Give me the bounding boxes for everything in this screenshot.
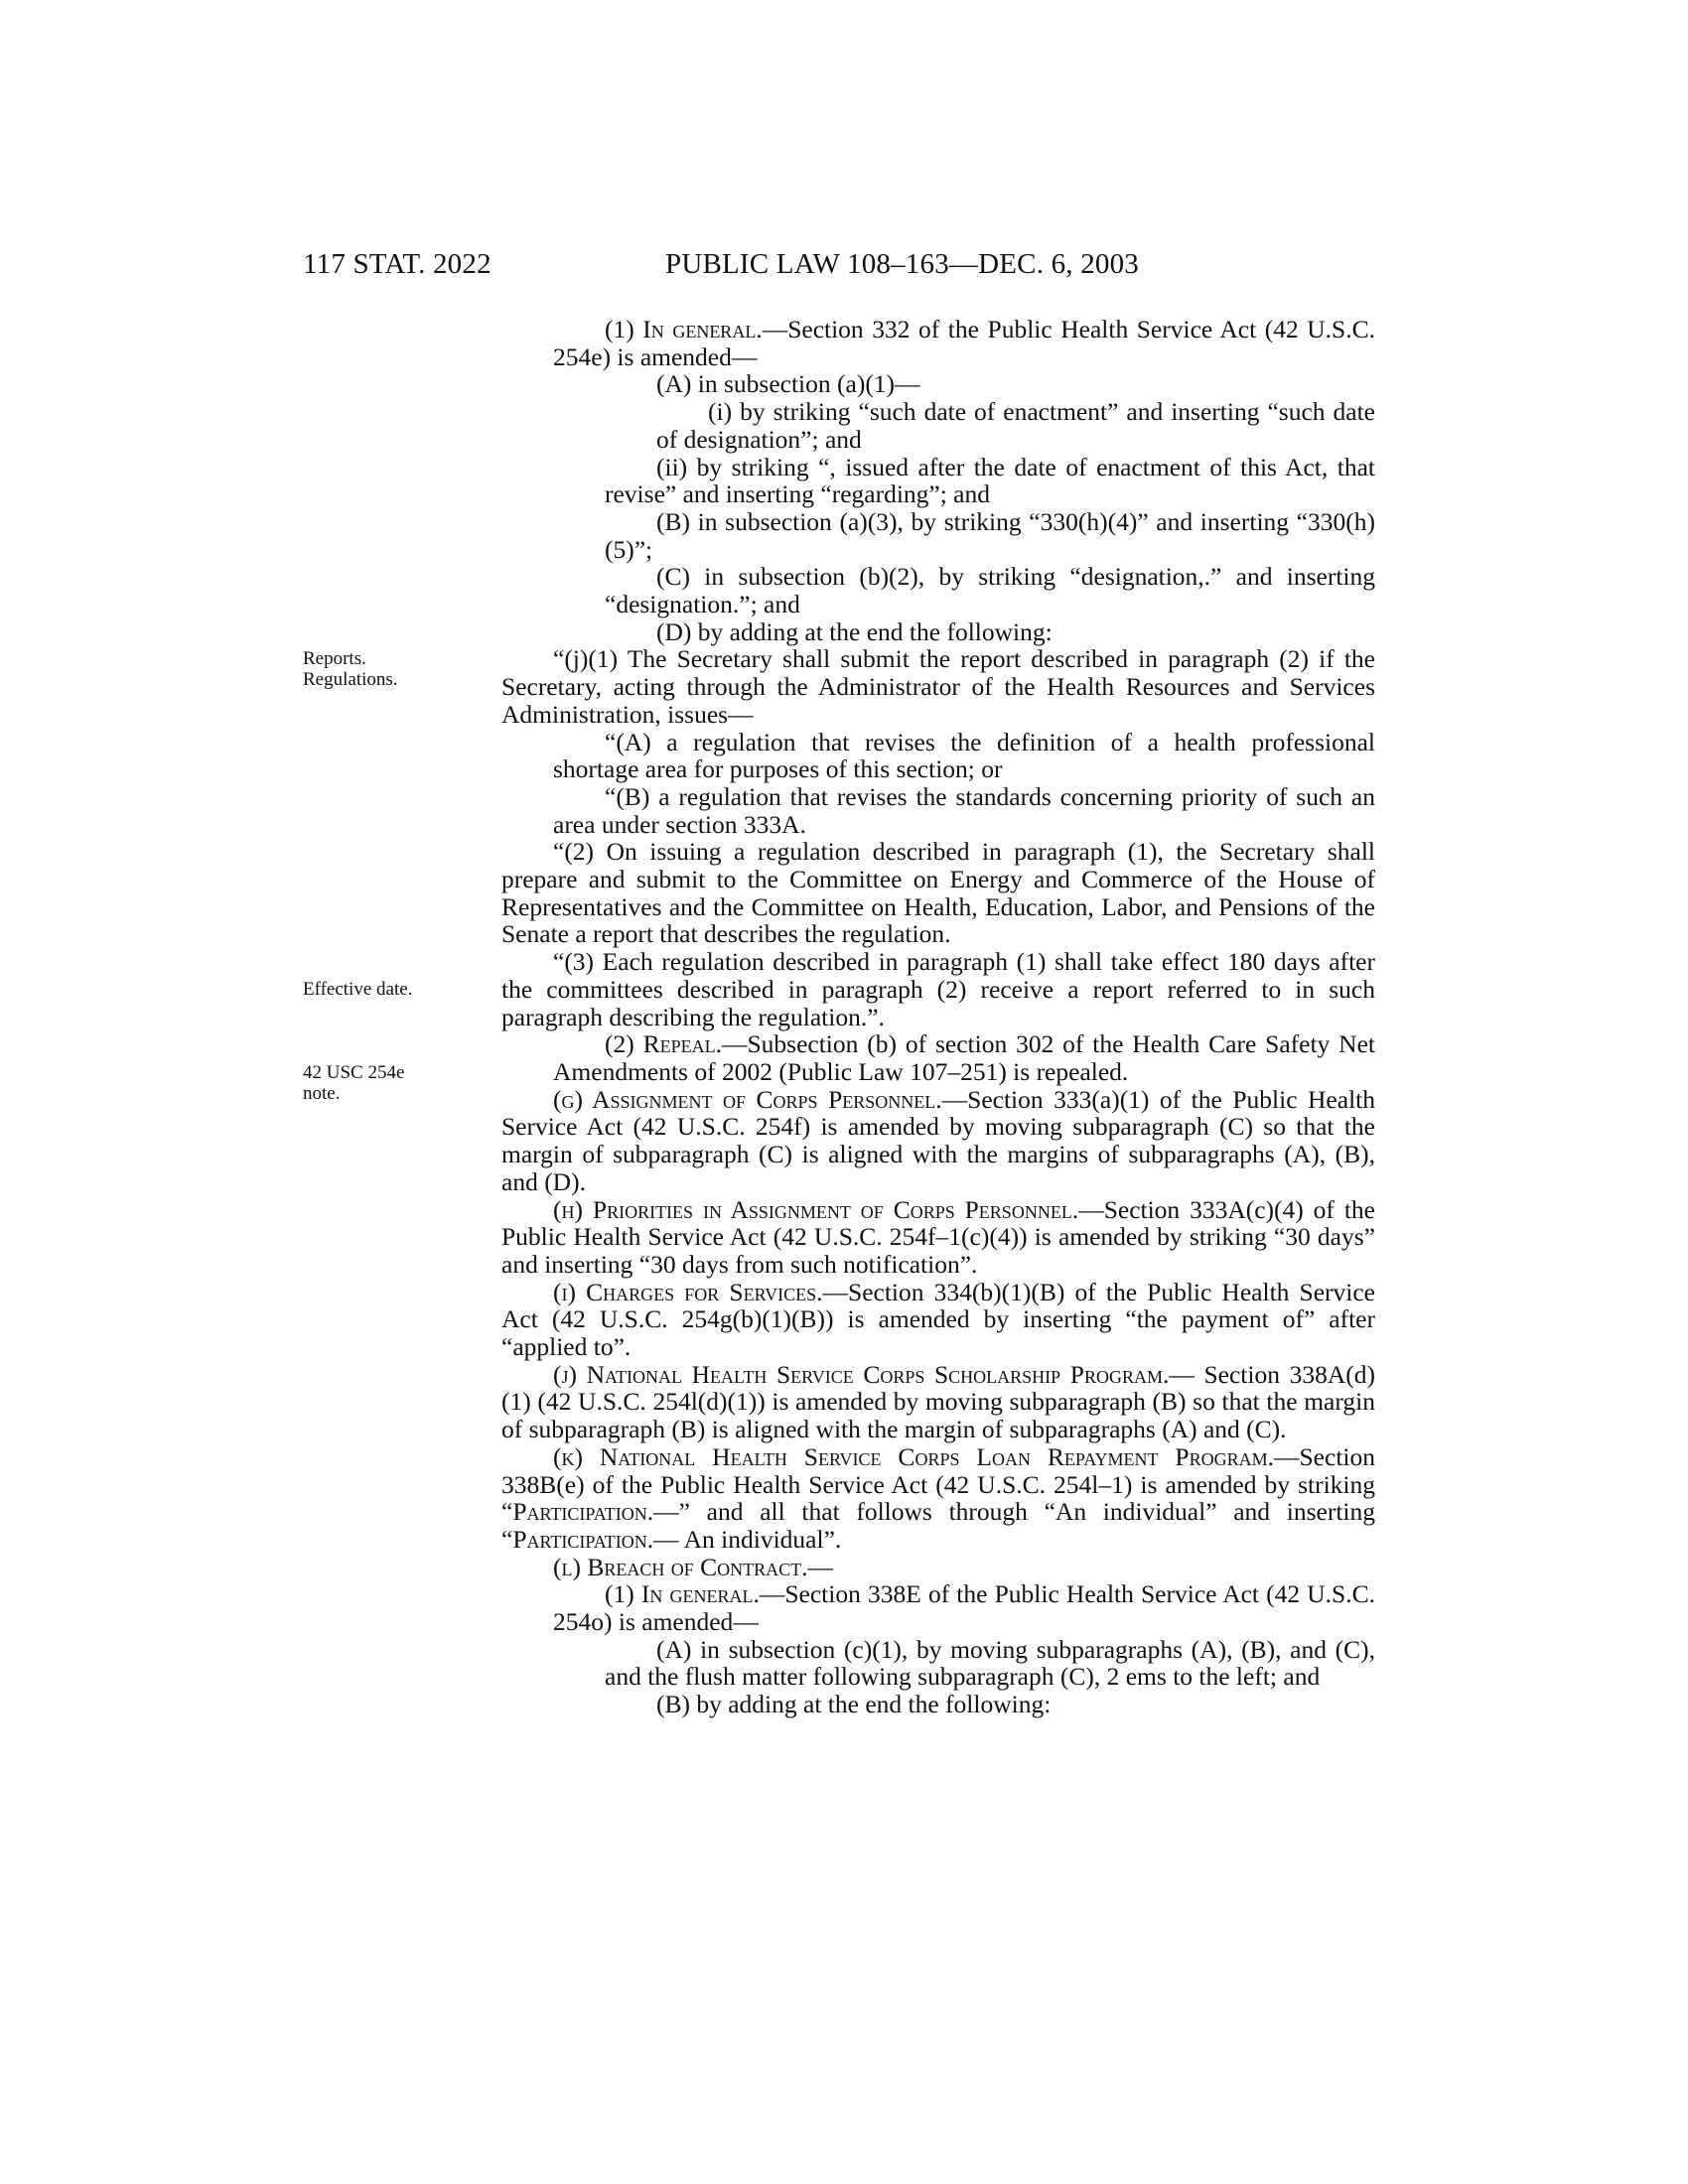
paragraph-text: —Section 338B(e) of the Public Health Service Act (42 U.S.C. 254l–1) is amended by striking “ [501,1441,1375,1527]
paragraph: (i) by striking “such date of enactment” and inserting “such date of designation”; and [656,397,1375,454]
law-title-header: PUBLIC LAW 108–163—DEC. 6, 2003 [665,248,1140,280]
paragraph-smallcaps: Participation. [512,1497,654,1527]
margin-note-effective-date: Effective date. [303,979,413,1000]
paragraph-text: —Section 333A(c)(4) of the Public Health Service Act (42 U.S.C. 254f–1(c)(4)) is amended by striking “30 days” and inserting “30 days from such notification”. [501,1194,1375,1279]
paragraph-text: —Section 332 of the Public Health Service Act (42 U.S.C. 254e) is amended— [553,315,1375,371]
margin-note-usc-ref: 42 USC 254e [303,1062,405,1083]
paragraph-text: —Section 338E of the Public Health Service Act (42 U.S.C. 254o) is amended— [553,1579,1375,1637]
paragraph: “(A) a regulation that revises the definition of a health professional shortage area for purposes of this section; or [553,727,1375,784]
paragraph: (A) in subsection (a)(1)— [656,369,920,399]
paragraph-heading: (2) Repeal. [605,1029,722,1059]
paragraph: (A) in subsection (c)(1), by moving subparagraphs (A), (B), and (C), and the flush matter following subparagraph (C), 2 ems to the left; and [605,1634,1375,1692]
paragraph-text: — An individual”. [653,1524,842,1554]
paragraph: (D) by adding at the end the following: [656,616,1053,646]
paragraph-heading: (k) National Health Service Corps Loan Repayment Program. [553,1441,1274,1471]
paragraph-heading: (i) Charges for Services. [553,1277,823,1306]
margin-note-regulations: Regulations. [303,669,398,690]
paragraph-text: — Section 338A(d)(1) (42 U.S.C. 254l(d)(1)) is amended by moving subparagraph (B) so that the margin of subparagraph (B) is aligned with the margin of subparagraphs (A) and (C). [501,1359,1375,1444]
paragraph-text: —Section 333(a)(1) of the Public Health Service Act (42 U.S.C. 254f) is amended by moving subparagraph (C) so that the margin of subparagraph (C) is aligned with the margins of subparagraphs (A), (B), and (D). [501,1084,1375,1196]
paragraph-smallcaps: Participation. [512,1524,654,1554]
paragraph [501,1086,1375,1196]
paragraph: (B) by adding at the end the following: [656,1690,1052,1719]
paragraph-heading: (g) Assignment of Corps Personnel. [553,1084,942,1114]
paragraph-text: —Subsection (b) of section 302 of the Health Care Safety Net Amendments of 2002 (Public Law 107–251) is repealed. [553,1029,1375,1086]
paragraph: (B) in subsection (a)(3), by striking “330(h)(4)” and inserting “330(h)(5)”; [605,506,1375,564]
paragraph [501,1196,1375,1279]
paragraph-heading: (h) Priorities in Assignment of Corps Personnel. [553,1194,1079,1224]
margin-note-reports: Reports. [303,648,366,669]
paragraph-heading: (1) In general. [605,315,763,343]
stat-page-reference: 117 STAT. 2022 [303,248,492,280]
paragraph: “(j)(1) The Secretary shall submit the report described in paragraph (2) if the Secretary, acting through the Administrator of the Health Resources and Services Administration, issues— [501,644,1375,729]
paragraph: (C) in subsection (b)(2), by striking “designation,.” and inserting “designation.”; and [605,562,1375,619]
paragraph-heading: (l) Breach of Contract. [553,1552,808,1581]
paragraph: (ii) by striking “, issued after the date of enactment of this Act, that revise” and inserting “regarding”; and [605,452,1375,509]
paragraph [501,1554,1375,1581]
paragraph-text: —” and all that follows through “An individual” and inserting “ [501,1497,1375,1554]
margin-note-usc-note: note. [303,1083,341,1104]
paragraph [501,1030,1375,1085]
paragraph [501,1279,1375,1361]
paragraph: “(3) Each regulation described in paragraph (1) shall take effect 180 days after the committees described in paragraph (2) receive a report referred to in such paragraph describing the regulation.”. [501,947,1375,1031]
paragraph-text: —Section 334(b)(1)(B) of the Public Health Service Act (42 U.S.C. 254g(b)(1)(B)) is amended by inserting “the payment of” after “applied to”. [501,1277,1375,1362]
paragraph [501,1443,1375,1554]
paragraph: “(2) On issuing a regulation described in paragraph (1), the Secretary shall prepare and submit to the Committee on Energy and Commerce of the House of Representatives and the Committee on Health, Education, Labor, and Pensions of the Senate a report that describes the regulation. [501,837,1375,949]
paragraph: “(B) a regulation that revises the standards concerning priority of such an area under section 333A. [553,781,1375,839]
document-body [501,316,1375,1718]
paragraph-heading: (j) National Health Service Corps Scholarship Program. [553,1359,1170,1389]
paragraph-text: — [807,1552,834,1581]
paragraph [501,1361,1375,1443]
paragraph [501,316,1375,370]
paragraph [501,1580,1375,1635]
paragraph-heading: (1) In general. [605,1579,760,1609]
